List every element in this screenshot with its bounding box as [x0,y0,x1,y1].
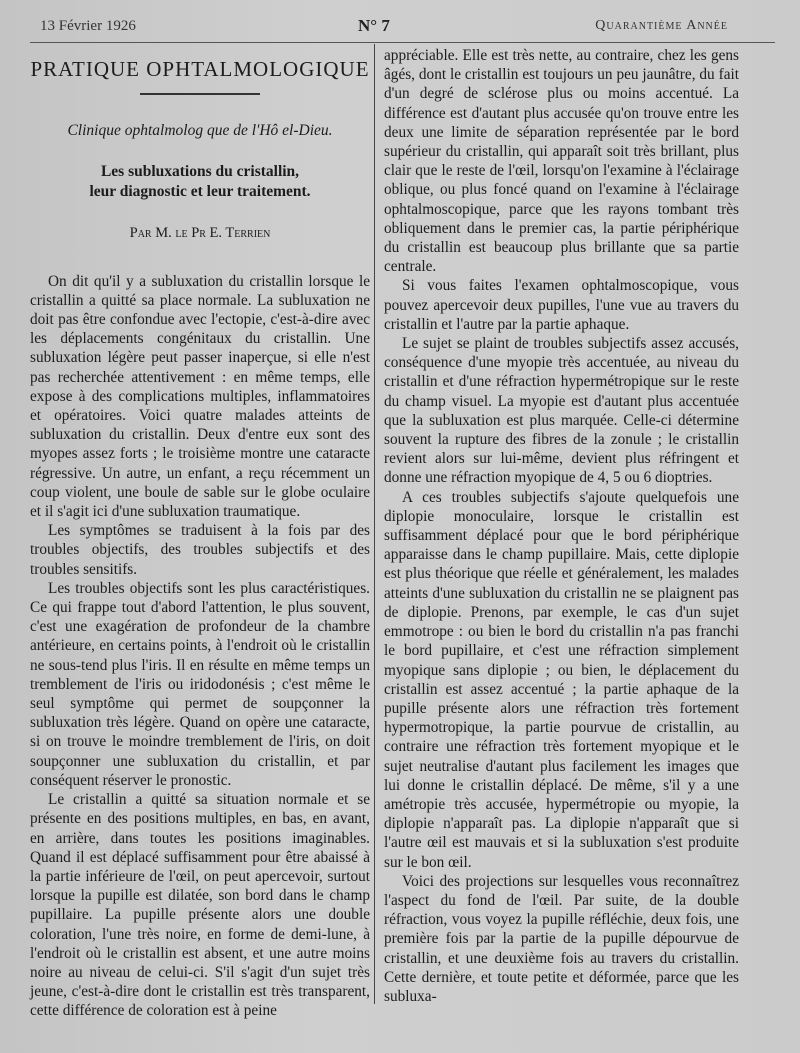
paragraph: Les troubles objectifs sont les plus caractéristiques. Ce qui frappe tout d'abord l'attention, le plus souvent, c'est une exagération de profondeur de la chambre antérieure, en certains points, à l'endroit où le cristallin ne sous-tend plus l'iris. Il en résulte en même temps un tremblement de l'iris ou iridodonésis ; c'est même le seul symptôme qui permet de soupçonner la subluxation très légère. Quand on opère une cataracte, si on trouve le moindre tremblement de l'iris, on doit soupçonner une subluxation du cristallin, et par conséquent réserver le pronostic. [30,579,370,789]
article-title-line: leur diagnostic et leur traitement. [89,183,311,201]
page-header [0,0,800,44]
article-author: Par M. le Pr E. Terrien [129,225,271,242]
issue-number: N° 7 [358,16,390,35]
paragraph: A ces troubles subjectifs s'ajoute quelquefois une diplopie monoculaire, lorsque le cristallin est suffisamment déplacé pour que le bord périphérique apparaisse dans le champ pupillaire. Mais, cette diplopie est plus théorique que réelle et généralement, les malades atteints d'une subluxation du cristallin ne se plaignent pas de diplopie. Prenons, par exemple, le cas d'un sujet emmotrope : ou bien le bord du cristallin n'a pas franchi le bord pupillaire, et c'est une réfraction simplement myopique sans diplopie ; ou bien, le déplacement du cristallin est assez accentué ; la partie aphaque de la pupille présente alors une réfraction très fortement hypermotropique, la partie pourvue de cristallin, au contraire une réfraction très fortement myopique et le sujet neutralise d'autant plus facilement les images que lui donne le cristallin déplacé. De même, s'il y a une amétropie très accusée, hypermétropie ou myopie, la diplopie n'apparaît pas. La diplopie n'apparaît que si l'autre œil est mauvais et si la subluxation s'est produite sur le bon œil. [384,488,739,871]
paragraph: Les symptômes se traduisent à la fois par des troubles objectifs, des troubles subjectifs et des troubles sensitifs. [30,522,370,578]
paragraph: appréciable. Elle est très nette, au contraire, chez les gens âgés, dont le cristallin est toujours un peu jaunâtre, du fait d'un degré de sclérose plus ou moins accentué. La différence est d'autant plus accusée qu'on trouve entre les deux une limite de séparation représentée par le bord supérieur du cristallin, qui apparaît soit très brillant, plus clair que le reste de l'œil, lorsqu'on l'examine à l'éclairage oblique, ou plus foncé quand on l'examine à l'éclairage ophtalmoscopique, parce que les rayons tombant très obliquement dans le premier cas, la partie périphérique du cristallin est beaucoup plus brillante que sa partie centrale. [384,47,739,276]
header-divider [30,42,775,43]
paragraph: Voici des projections sur lesquelles vous reconnaîtrez l'aspect du fond de l'œil. Par suite, de la double réfraction, vous voyez la pupille réfléchie, deux fois, une première fois par la partie de la pupille dépourvue de cristallin, et une deuxième fois au travers du cristallin. Cette dernière, et toute petite et déformée, parce que les subluxa- [384,872,739,1005]
paragraph: Le cristallin a quitté sa situation normale et se présente en des positions multiples, en bas, en avant, en arrière, dans toutes les positions imaginables. Quand il est déplacé suffisamment pour être abaissé à la partie inférieure de l'œil, on peut apercevoir, surtout lorsque la pupille est dilatée, son bord dans le champ pupillaire. La pupille présente alors une double coloration, l'une très noire, en forme de demi-lune, à l'endroit où le cristallin est absent, et une autre moins noire au niveau de celui-ci. S'il s'agit d'un sujet très jeune, c'est-à-dire dont le cristallin est très transparent, cette différence de coloration est à peine [30,791,370,1020]
column-divider [374,44,375,1004]
left-column [30,52,370,1021]
article-subtitle: Clinique ophtalmolog que de l'Hô el-Dieu. [67,122,333,140]
title-underline [140,93,260,95]
publication-year: Quarantième Année [595,18,728,33]
paragraph: On dit qu'il y a subluxation du cristallin lorsque le cristallin a quitté sa place normale. La subluxation ne doit pas être confondue avec l'ectopie, c'est-à-dire avec les déplacements congénitaux du cristallin. Une subluxation légère peut passer inaperçue, si elle n'est pas recherchée attentivement : en même temps, elle expose à des complications multiples, inflammatoires et opératoires. Voici quatre malades atteints de subluxation du cristallin. Deux d'entre eux sont des myopes assez forts ; le troisième montre une cataracte régressive. Un autre, un enfant, a reçu récemment un coup violent, une boule de sable sur le globe oculaire et il s'agit ici d'une subluxation traumatique. [30,272,370,521]
article-title [30,162,370,202]
right-column [384,46,739,1006]
section-title: PRATIQUE OPHTALMOLOGIQUE [30,57,370,81]
issue-date: 13 Février 1926 [40,18,136,34]
article-title-line: Les subluxations du cristallin, [100,163,300,181]
paragraph: Si vous faites l'examen ophtalmoscopique, vous pouvez apercevoir deux pupilles, l'une vue au travers du cristallin et l'autre par la partie aphaque. [384,277,739,333]
paragraph: Le sujet se plaint de troubles subjectifs assez accusés, conséquence d'une myopie très accentuée, au niveau du cristallin et d'une réfraction hypermétropique sur le reste du champ visuel. La myopie est d'autant plus accentuée que la subluxation est plus marquée. Celle-ci détermine souvent la rupture des fibres de la zonule ; le cristallin revient alors sur lui-même, devient plus réfringent et donne une réfraction myopique de 4, 5 ou 6 dioptries. [384,335,739,487]
